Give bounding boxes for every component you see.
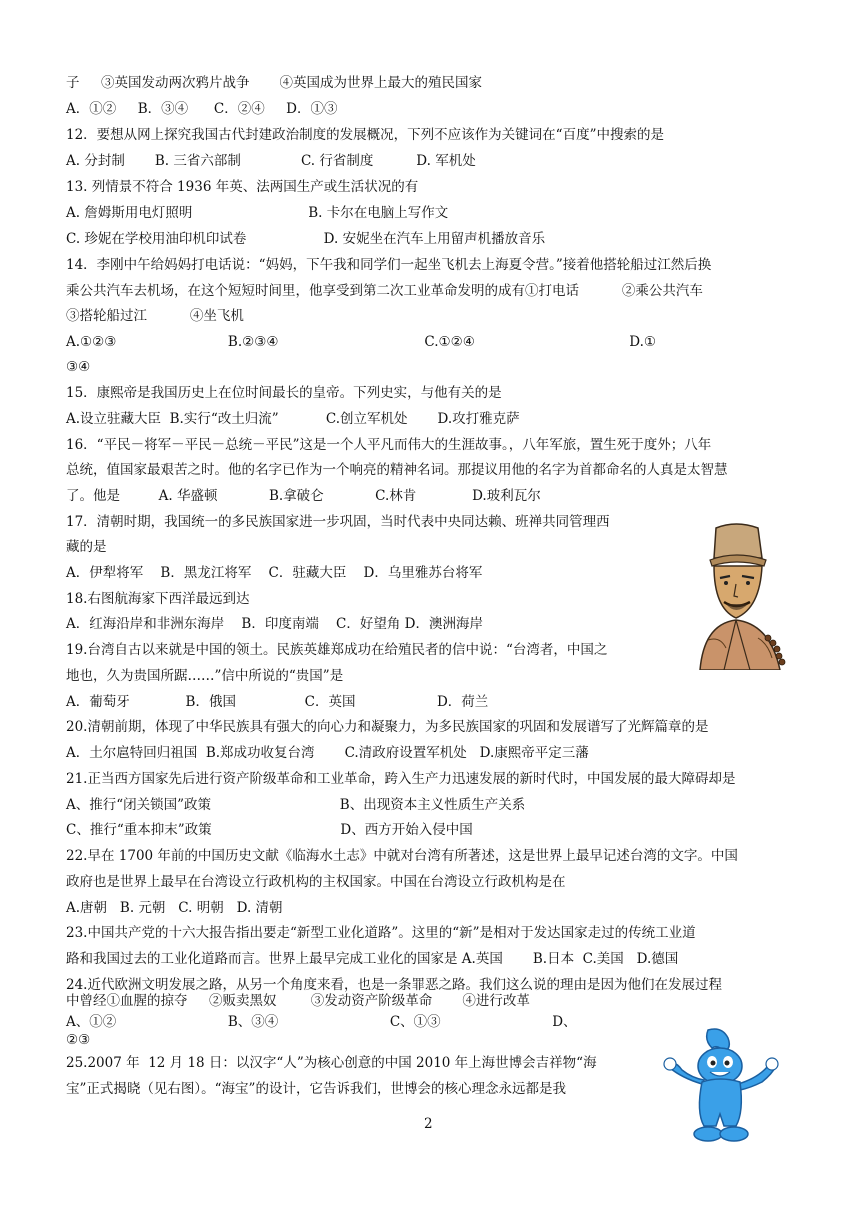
text-line: 地也，久为贵国所踞……”信中所说的“贵国”是	[66, 668, 344, 684]
text-line: A. 詹姆斯用电灯照明 B. 卡尔在电脑上写作文	[66, 205, 449, 221]
haibao-mascot-image	[658, 1026, 786, 1154]
text-line: C. 珍妮在学校用油印机印试卷 D. 安妮坐在汽车上用留声机播放音乐	[66, 231, 546, 247]
navigator-portrait-image	[680, 520, 792, 670]
text-line: A.唐朝 B. 元朝 C. 明朝 D. 清朝	[66, 900, 283, 916]
text-line: A. 分封制 B. 三省六部制 C. 行省制度 D. 军机处	[66, 153, 476, 169]
text-line: ③④	[66, 359, 91, 375]
question-14: 14．李刚中午给妈妈打电话说：“妈妈，下午我和同学们一起坐飞机去上海夏令营。”接着他搭轮船过江然后换	[66, 257, 712, 273]
text-line: ②③	[66, 1032, 91, 1048]
page-number: 2	[424, 1116, 433, 1132]
text-line: A．伊犁将军 B．黑龙江将军 C．驻藏大臣 D．乌里雅苏台将军	[66, 565, 483, 581]
text-line: 了。他是 A. 华盛顿 B.拿破仑 C.林肯 D.玻利瓦尔	[66, 488, 541, 504]
text-line: 子 ③英国发动两次鸦片战争 ④英国成为世界上最大的殖民国家	[66, 75, 482, 91]
text-line: A.①②③ B.②③④ C.①②④ D.①	[66, 334, 657, 350]
question-18: 18.右图航海家下西洋最远到达	[66, 591, 250, 607]
question-24: 24.近代欧洲文明发展之路，从另一个角度来看，也是一条罪恶之路。我们这么说的理由是因为他们在发展过程	[66, 977, 722, 993]
question-15: 15．康熙帝是我国历史上在位时间最长的皇帝。下列史实，与他有关的是	[66, 385, 502, 401]
text-line: A、①② B、③④ C、①③ D、	[66, 1014, 577, 1030]
text-line: A．葡萄牙 B．俄国 C．英国 D．荷兰	[66, 694, 489, 710]
text-line: 中曾经①血腥的掠夺 ②贩卖黑奴 ③发动资产阶级革命 ④进行改革	[66, 993, 530, 1009]
question-22: 22.早在 1700 年前的中国历史文献《临海水土志》中就对台湾有所著述，这是世界上最早记述台湾的文字。中国	[66, 848, 738, 864]
question-12: 12．要想从网上探究我国古代封建政治制度的发展概况，下列不应该作为关键词在“百度”中搜索的是	[66, 127, 664, 143]
question-17: 17．清朝时期，我国统一的多民族国家进一步巩固，当时代表中央同达赖、班禅共同管理西	[66, 514, 610, 530]
text-line: 政府也是世界上最早在台湾设立行政机构的主权国家。中国在台湾设立行政机构是在	[66, 874, 566, 890]
question-23: 23.中国共产党的十六大报告指出要走“新型工业化道路”。这里的“新”是相对于发达国家走过的传统工业道	[66, 925, 696, 941]
text-line: 藏的是	[66, 539, 107, 555]
question-19: 19.台湾自古以来就是中国的领土。民族英雄郑成功在给殖民者的信中说：“台湾者，中国之	[66, 642, 608, 658]
text-line: A、推行“闭关锁国”政策 B、出现资本主义性质生产关系	[66, 797, 526, 813]
text-line: 总统，值国家最艰苦之时。他的名字已作为一个响亮的精神名词。那提议用他的名字为首都命名的人真是太智慧	[66, 462, 728, 478]
text-line: ③搭轮船过江 ④坐飞机	[66, 308, 244, 324]
question-13: 13. 列情景不符合 1936 年英、法两国生产或生活状况的有	[66, 179, 419, 195]
text-line: 乘公共汽车去机场，在这个短短时间里，他享受到第二次工业革命发明的成有①打电话 ②乘公共汽车	[66, 283, 703, 299]
question-20: 20.清朝前期，体现了中华民族具有强大的向心力和凝聚力，为多民族国家的巩固和发展谱写了光辉篇章的是	[66, 719, 709, 735]
text-line: 宝”正式揭晓（见右图）。“海宝”的设计，它告诉我们，世博会的核心理念永远都是我	[66, 1081, 566, 1097]
question-16: 16．“平民－将军－平民－总统－平民”这是一个人平凡而伟大的生涯故事。，八年军旅，置生死于度外；八年	[66, 437, 712, 453]
question-21: 21.正当西方国家先后进行资产阶级革命和工业革命，跨入生产力迅速发展的新时代时，中国发展的最大障碍却是	[66, 771, 736, 787]
text-line: A．土尔扈特回归祖国 B.郑成功收复台湾 C.清政府设置军机处 D.康熙帝平定三藩	[66, 745, 589, 761]
text-line: A.设立驻藏大臣 B.实行“改土归流” C.创立军机处 D.攻打雅克萨	[66, 411, 520, 427]
text-line: 路和我国过去的工业化道路而言。世界上最早完成工业化的国家是 A.英国 B.日本 C.美国 D.德国	[66, 951, 679, 967]
question-25: 25.2007 年 12 月 18 日：以汉字“人”为核心创意的中国 2010 年上海世博会吉祥物“海	[66, 1055, 597, 1071]
text-line: C、推行“重本抑末”政策 D、西方开始入侵中国	[66, 822, 473, 838]
text-line: A．①② B．③④ C．②④ D．①③	[66, 101, 338, 117]
text-line: A．红海沿岸和非洲东海岸 B．印度南端 C．好望角 D．澳洲海岸	[66, 616, 483, 632]
